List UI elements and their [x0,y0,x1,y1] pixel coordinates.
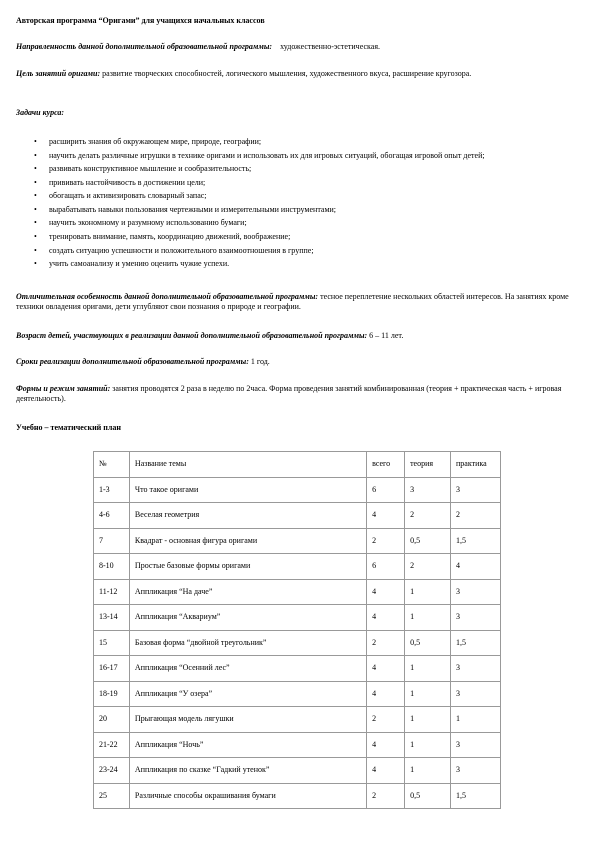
cell-total: 2 [367,528,405,554]
forms-value: занятия проводятся 2 раза в неделю по 2часа. Форма проведения занятий комбинированная (теория + практическая часть + игровая деятельность). [16,384,562,404]
task-text: развивать конструктивное мышление и сообразительность; [49,164,252,174]
bullet-icon: • [34,137,37,146]
cell-theory: 2 [405,503,451,529]
term-value: 1 год. [250,357,270,366]
bullet-icon: • [34,204,37,214]
task-item [16,218,556,228]
task-item [16,151,556,161]
bullet-icon: • [34,177,37,187]
header-practice: практика [451,452,501,478]
cell-total: 4 [367,681,405,707]
plan-header-row [94,452,501,478]
table-row [94,477,501,503]
table-row [94,732,501,758]
cell-practice: 3 [451,732,501,758]
cell-theory: 1 [405,579,451,605]
cell-number: 1-3 [94,477,130,503]
task-item [16,232,556,242]
distinctive-value: тесное переплетение нескольких областей интересов. На занятиях кроме техники овладения оригами, дети углубляют свои познания о природе и географии. [16,292,569,312]
cell-practice: 1 [451,707,501,733]
cell-theory: 1 [405,732,451,758]
task-item [16,205,556,215]
cell-theory: 0,5 [405,783,451,809]
term-label: Сроки реализации дополнительной образовательной программы: [16,357,249,366]
bullet-icon: • [34,245,37,255]
cell-total: 4 [367,758,405,784]
cell-number: 23-24 [94,758,130,784]
task-item [16,246,556,256]
cell-total: 6 [367,477,405,503]
cell-topic: Базовая форма “двойной треугольник” [129,630,366,656]
cell-topic: Прыгающая модель лягушки [129,707,366,733]
task-item [16,137,556,147]
cell-number: 4-6 [94,503,130,529]
task-text: научить делать различные игрушки в технике оригами и использовать их для игровых ситуаций, обогащая игровой опыт детей; [49,150,485,160]
bullet-icon: • [34,259,37,269]
task-text: расширить знания об окружающем мире, природе, географии; [49,137,262,146]
cell-topic: Различные способы окрашивания бумаги [129,783,366,809]
direction-paragraph [16,42,576,52]
cell-number: 13-14 [94,605,130,631]
cell-theory: 2 [405,554,451,580]
cell-theory: 0,5 [405,630,451,656]
cell-topic: Что такое оригами [129,477,366,503]
cell-practice: 4 [451,554,501,580]
task-text: прививать настойчивость в достижении цели; [49,177,206,187]
table-row [94,579,501,605]
cell-total: 2 [367,783,405,809]
task-item [16,191,556,201]
header-total: всего [367,452,405,478]
header-topic: Название темы [129,452,366,478]
direction-label: Направленность данной дополнительной образовательной программы: [16,42,273,51]
cell-practice: 3 [451,579,501,605]
tasks-heading: Задачи курса: [16,108,65,117]
cell-topic: Веселая геометрия [129,503,366,529]
distinctive-paragraph [16,292,576,313]
task-item [16,164,556,174]
cell-topic: Аппликация “Аквариум” [129,605,366,631]
cell-topic: Аппликация “Осенний лес” [129,656,366,682]
cell-number: 15 [94,630,130,656]
cell-practice: 3 [451,758,501,784]
table-row [94,656,501,682]
cell-topic: Квадрат - основная фигура оригами [129,528,366,554]
forms-paragraph [16,384,576,405]
distinctive-label: Отличительная особенность данной дополнительной образовательной программы: [16,292,319,301]
document-title: Авторская программа “Оригами” для учащихся начальных классов [16,16,265,25]
cell-topic: Аппликация “У озера” [129,681,366,707]
cell-theory: 1 [405,681,451,707]
cell-practice: 1,5 [451,528,501,554]
cell-practice: 2 [451,503,501,529]
cell-total: 4 [367,503,405,529]
task-text: обогащать и активизировать словарный запас; [49,191,207,201]
bullet-icon: • [34,150,37,160]
age-label: Возраст детей, участвующих в реализации данной дополнительной образовательной программы: [16,331,368,340]
cell-total: 2 [367,707,405,733]
bullet-icon: • [34,164,37,174]
cell-total: 6 [367,554,405,580]
cell-practice: 1,5 [451,783,501,809]
table-row [94,503,501,529]
table-row [94,681,501,707]
table-row [94,528,501,554]
cell-practice: 3 [451,656,501,682]
cell-theory: 0,5 [405,528,451,554]
cell-number: 25 [94,783,130,809]
cell-number: 8-10 [94,554,130,580]
cell-total: 2 [367,630,405,656]
cell-practice: 3 [451,681,501,707]
cell-topic: Аппликация “Ночь” [129,732,366,758]
cell-theory: 1 [405,656,451,682]
cell-number: 18-19 [94,681,130,707]
cell-theory: 1 [405,707,451,733]
table-row [94,758,501,784]
cell-total: 4 [367,605,405,631]
task-item [16,259,556,269]
cell-practice: 3 [451,477,501,503]
cell-total: 4 [367,732,405,758]
cell-theory: 1 [405,758,451,784]
goal-label: Цель занятий оригами: [16,69,101,78]
header-theory: теория [405,452,451,478]
cell-number: 20 [94,707,130,733]
bullet-icon: • [34,218,37,228]
table-row [94,630,501,656]
task-text: вырабатывать навыки пользования чертежными и измерительными инструментами; [49,204,337,214]
goal-paragraph [16,69,576,79]
plan-title: Учебно – тематический план [16,423,121,432]
plan-table [93,451,501,809]
goal-value: развитие творческих способностей, логического мышления, художественного вкуса, расширение кругозора. [102,69,472,78]
direction-value: художественно-эстетическая. [280,42,380,51]
cell-number: 21-22 [94,732,130,758]
term-paragraph [16,357,576,367]
cell-topic: Простые базовые формы оригами [129,554,366,580]
cell-total: 4 [367,579,405,605]
cell-number: 11-12 [94,579,130,605]
tasks-list [16,137,556,273]
cell-topic: Аппликация по сказке “Гадкий утенок” [129,758,366,784]
cell-practice: 3 [451,605,501,631]
bullet-icon: • [34,232,37,242]
cell-number: 7 [94,528,130,554]
table-row [94,783,501,809]
task-text: тренировать внимание, память, координацию движений, воображение; [49,232,291,242]
cell-total: 4 [367,656,405,682]
task-item [16,178,556,188]
task-text: научить экономному и разумному использованию бумаги; [49,218,247,228]
cell-topic: Аппликация “На даче” [129,579,366,605]
bullet-icon: • [34,191,37,201]
age-paragraph [16,331,576,341]
header-number: № [94,452,130,478]
table-row [94,554,501,580]
table-row [94,605,501,631]
cell-theory: 3 [405,477,451,503]
task-text: учить самоанализу и умению оценить чужие успехи. [49,259,230,269]
cell-number: 16-17 [94,656,130,682]
task-text: создать ситуацию успешности и положительного взаимоотношения в группе; [49,245,314,255]
table-row [94,707,501,733]
cell-theory: 1 [405,605,451,631]
forms-label: Формы и режим занятий: [16,384,111,393]
age-value: 6 – 11 лет. [369,331,404,340]
cell-practice: 1,5 [451,630,501,656]
